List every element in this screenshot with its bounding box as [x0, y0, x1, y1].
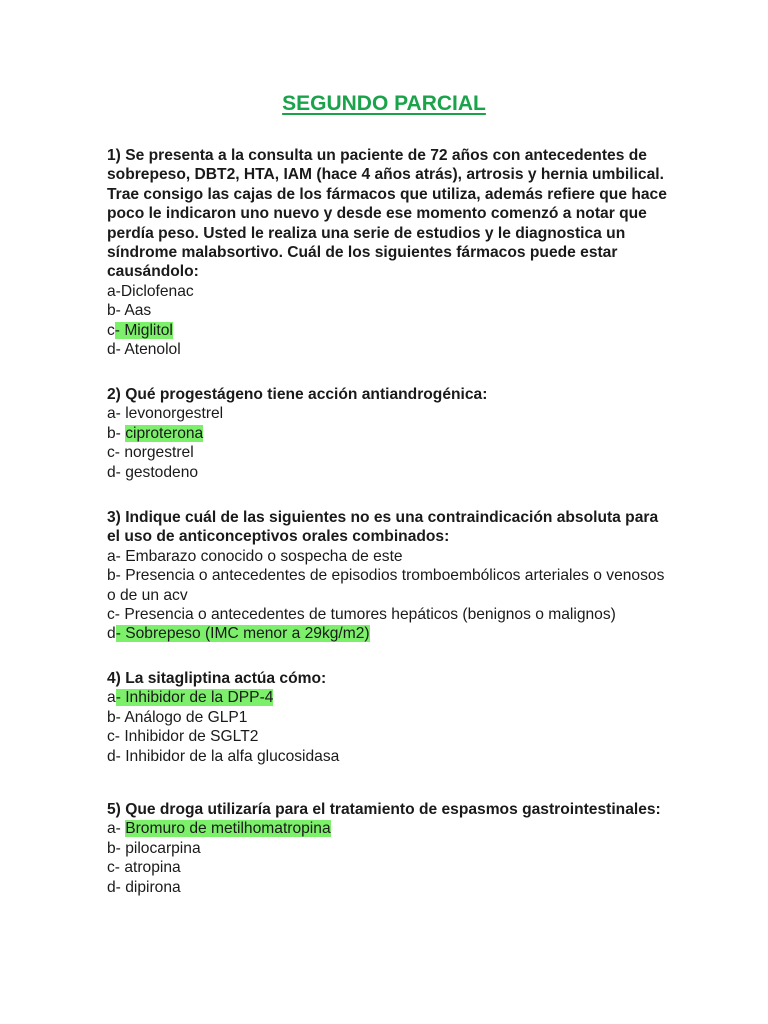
option-c — [107, 321, 667, 340]
option-text: d- gestodeno — [107, 463, 199, 481]
highlighted-answer: - Miglitol — [114, 321, 173, 339]
option-prefix: b- — [107, 424, 126, 442]
question-stem: 3) Indique cuál de las siguientes no es una contraindicación absoluta para el uso de anticonceptivos orales combinados: — [107, 509, 659, 546]
question-5 — [107, 800, 667, 897]
page-title: SEGUNDO PARCIAL — [282, 92, 486, 115]
option-b — [107, 839, 667, 858]
option-c — [107, 443, 667, 462]
option-a — [107, 547, 667, 566]
option-d — [107, 463, 667, 482]
option-b — [107, 708, 667, 727]
question-stem: 1) Se presenta a la consulta un paciente de 72 años con antecedentes de sobrepeso, DBT2, HTA, IAM (hace 4 años atrás), artrosis y hernia umbilical. Trae consigo las cajas de los fármacos que utiliza, además refiere que hace poco le indicaron uno nuevo y desde ese momento comenzó a notar que perdía peso. Usted le realiza una serie de estudios y le diagnostica un síndrome malabsortivo. Cuál de los siguientes fármacos puede estar causándolo: — [107, 147, 667, 281]
highlighted-answer: - Sobrepeso (IMC menor a 29kg/m2) — [115, 625, 370, 643]
question-4 — [107, 669, 667, 766]
option-a — [107, 819, 667, 838]
option-c — [107, 605, 667, 624]
question-2 — [107, 385, 667, 482]
highlighted-answer: Bromuro de metilhomatropina — [125, 820, 331, 838]
option-d — [107, 340, 667, 359]
option-text: c- atropina — [107, 859, 181, 877]
option-c — [107, 858, 667, 877]
question-stem: 4) La sitagliptina actúa cómo: — [107, 670, 327, 687]
option-text: d- Inhibidor de la alfa glucosidasa — [107, 747, 340, 765]
option-text: a- levonorgestrel — [107, 405, 224, 423]
option-text: c- Inhibidor de SGLT2 — [107, 728, 259, 746]
option-prefix: c — [107, 321, 115, 339]
highlighted-answer: - Inhibidor de la DPP-4 — [115, 689, 274, 707]
option-text: c- Presencia o antecedentes de tumores hepáticos (benignos o malignos) — [107, 606, 616, 624]
option-prefix: a- — [107, 820, 126, 838]
option-b — [107, 424, 667, 443]
option-text: b- pilocarpina — [107, 839, 201, 857]
option-text: a-Diclofenac — [107, 282, 194, 300]
option-text: b- Aas — [107, 302, 152, 320]
option-text: c- norgestrel — [107, 444, 194, 462]
option-text: a- Embarazo conocido o sospecha de este — [107, 547, 403, 565]
option-d — [107, 624, 667, 643]
question-3 — [107, 508, 667, 644]
option-a — [107, 688, 667, 707]
option-c — [107, 727, 667, 746]
option-prefix: a — [107, 689, 116, 707]
question-1 — [107, 146, 667, 359]
option-text: b- Presencia o antecedentes de episodios tromboembólicos arteriales o venosos o de un acv — [107, 567, 665, 604]
option-a — [107, 282, 667, 301]
highlighted-answer: ciproterona — [125, 424, 204, 442]
option-a — [107, 404, 667, 423]
option-text: d- dipirona — [107, 878, 181, 896]
question-stem: 5) Que droga utilizaría para el tratamiento de espasmos gastrointestinales: — [107, 801, 661, 818]
question-stem: 2) Qué progestágeno tiene acción antiandrogénica: — [107, 386, 488, 403]
option-d — [107, 747, 667, 766]
option-prefix: d — [107, 625, 116, 643]
option-text: b- Análogo de GLP1 — [107, 708, 248, 726]
option-b — [107, 301, 667, 320]
option-d — [107, 878, 667, 897]
option-text: d- Atenolol — [107, 341, 181, 359]
option-b — [107, 566, 667, 605]
